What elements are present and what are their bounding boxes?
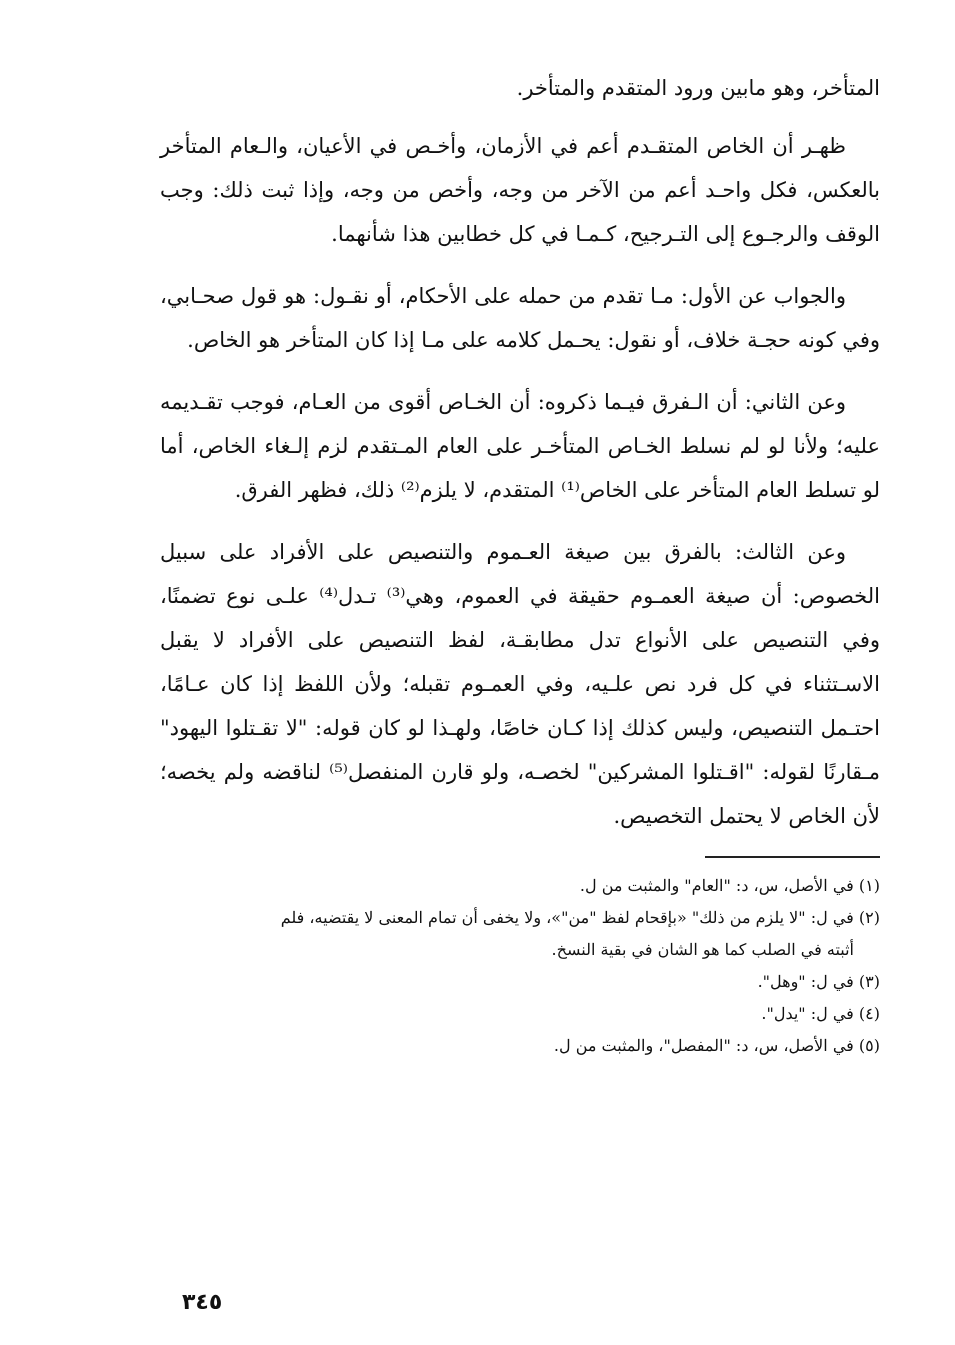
footnote-2-continuation: أثبته في الصلب كما هو الشان في بقية النسخ. <box>551 940 854 959</box>
paragraph-5: وعن الثالث: بالفرق بين صيغة العـموم والتنصيص على الأفراد على سبيل الخصوص: أن صيغة العمـوم حقيقة في العموم، وهي⁽³⁾ تـدل⁽⁴⁾ علـى نوع تضمنًا، وفي التنصيص على الأنواع تدل مطابقـة، لفظ التنصيص على الأفراد لا يقبل الاسـتثناء في كل فرد نص علـيه، وفي العمـوم تقبله؛ ولأن اللفظ إذا كان عـامًا، احتـمل التنصيص، وليس كذلك إذا كـان خاصًا، ولهـذا لو كان قوله: "لا تقـتلوا اليهود" مـقارنًا لقوله: "اقـتلوا المشركين" لخصـه، ولو قارن المنفصل⁽⁵⁾ لناقضه ولم يخصه؛ لأن الخاص لا يحتمل التخصيص. <box>160 540 880 828</box>
footnote-1: (١) في الأصل، س، د: "العام" والمثبت من ل. <box>579 876 880 895</box>
page-number: ٣٤٥ <box>182 1290 223 1315</box>
footnote-4: (٤) في ل: "يدل". <box>761 1004 880 1023</box>
footnote-2: (٢) في ل: "لا يلزم من ذلك" «بإقحام لفظ "من"»، ولا يخفى أن تمام المعنى لا يقتضيه، فلم <box>280 908 880 927</box>
paragraph-4: وعن الثاني: أن الـفرق فيـما ذكروه: أن الخـاص أقوى من العـام، فوجب تقـديمه عليه؛ ولأنا لو لم نسلط الخـاص المتأخـر على العام المـتقدم لزم إلـغاء الخاص، أما لو تسلط العام المتأخر على الخاص⁽¹⁾ المتقدم، لا يلزم⁽²⁾ ذلك، فظهر الفرق. <box>160 390 880 502</box>
paragraph-2: ظهـر أن الخاص المتقـدم أعم في الأزمان، وأخـص في الأعيان، والـعام المتأخر بالعكس، فكل واحـد أعم من الآخر من وجه، وأخص من وجه، وإذا ثبت ذلك: وجب الوقف والرجـوع إلى التـرجيح، كـمـا في كل خطابين هذا شأنهما. <box>160 134 880 246</box>
footnotes <box>160 870 880 1062</box>
footnote-5: (٥) في الأصل، س، د: "المفصل"، والمثبت من ل. <box>553 1036 880 1055</box>
paragraph-continuation: المتأخر، وهو مابين ورود المتقدم والمتأخر. <box>516 76 880 100</box>
paragraph-3: والجواب عن الأول: مـا تقدم من حمله على الأحكام، أو نقـول: هو قول صحـابي، وفي كونه حجـة خلاف، أو نقول: يحـمل كلامه على مـا إذا كان المتأخر هو الخاص. <box>160 284 880 352</box>
page-body <box>160 66 880 1062</box>
footnote-3: (٣) في ل: "وهل". <box>757 972 880 991</box>
footnote-divider <box>705 856 880 858</box>
